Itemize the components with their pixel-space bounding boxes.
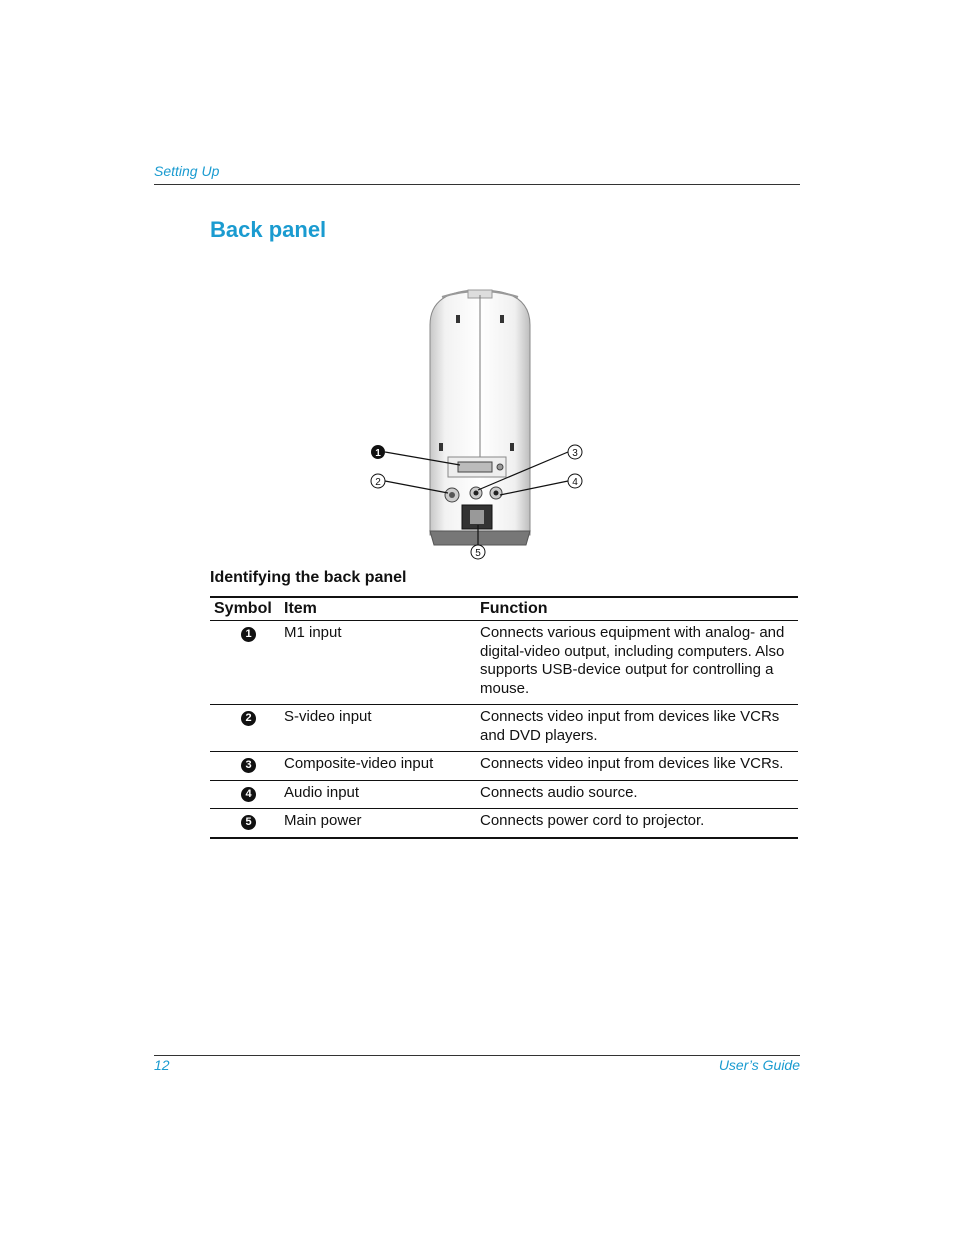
function-cell: Connects video input from devices like VCRs and DVD players. — [476, 705, 798, 752]
footer-rule — [154, 1055, 800, 1056]
callout-4-label: 4 — [572, 477, 578, 488]
page-number: 12 — [154, 1057, 170, 1073]
item-cell: S-video input — [280, 705, 476, 752]
table-row — [210, 705, 798, 752]
function-cell: Connects various equipment with analog- and digital-video output, including computers. Also supports USB-device output for controlling a mouse. — [476, 621, 798, 705]
back-panel-figure — [360, 285, 600, 565]
col-function: Function — [476, 597, 798, 621]
symbol-badge: 2 — [241, 711, 256, 726]
document-title: User’s Guide — [718, 1057, 800, 1073]
table-row — [210, 752, 798, 781]
symbol-badge: 4 — [241, 787, 256, 802]
col-symbol: Symbol — [210, 597, 280, 621]
section-title: Back panel — [210, 217, 327, 242]
item-cell: Audio input — [280, 780, 476, 809]
table-row — [210, 621, 798, 705]
back-panel-table — [210, 596, 798, 839]
symbol-badge: 3 — [241, 758, 256, 773]
table-caption: Identifying the back panel — [210, 569, 407, 586]
function-cell: Connects audio source. — [476, 780, 798, 809]
symbol-badge: 5 — [241, 815, 256, 830]
symbol-badge: 1 — [241, 627, 256, 642]
header-rule — [154, 184, 800, 185]
table-header-row — [210, 597, 798, 621]
callout-2-label: 2 — [375, 477, 381, 488]
item-cell: M1 input — [280, 621, 476, 705]
item-cell: Composite-video input — [280, 752, 476, 781]
function-cell: Connects video input from devices like VCRs. — [476, 752, 798, 781]
running-header: Setting Up — [154, 163, 220, 179]
table-row — [210, 809, 798, 838]
projector-back-illustration — [360, 285, 600, 565]
callout-3-label: 3 — [572, 448, 578, 459]
col-item: Item — [280, 597, 476, 621]
callout-5-label: 5 — [475, 548, 481, 559]
callout-1-label: 1 — [375, 448, 381, 459]
function-cell: Connects power cord to projector. — [476, 809, 798, 838]
table-row — [210, 780, 798, 809]
item-cell: Main power — [280, 809, 476, 838]
